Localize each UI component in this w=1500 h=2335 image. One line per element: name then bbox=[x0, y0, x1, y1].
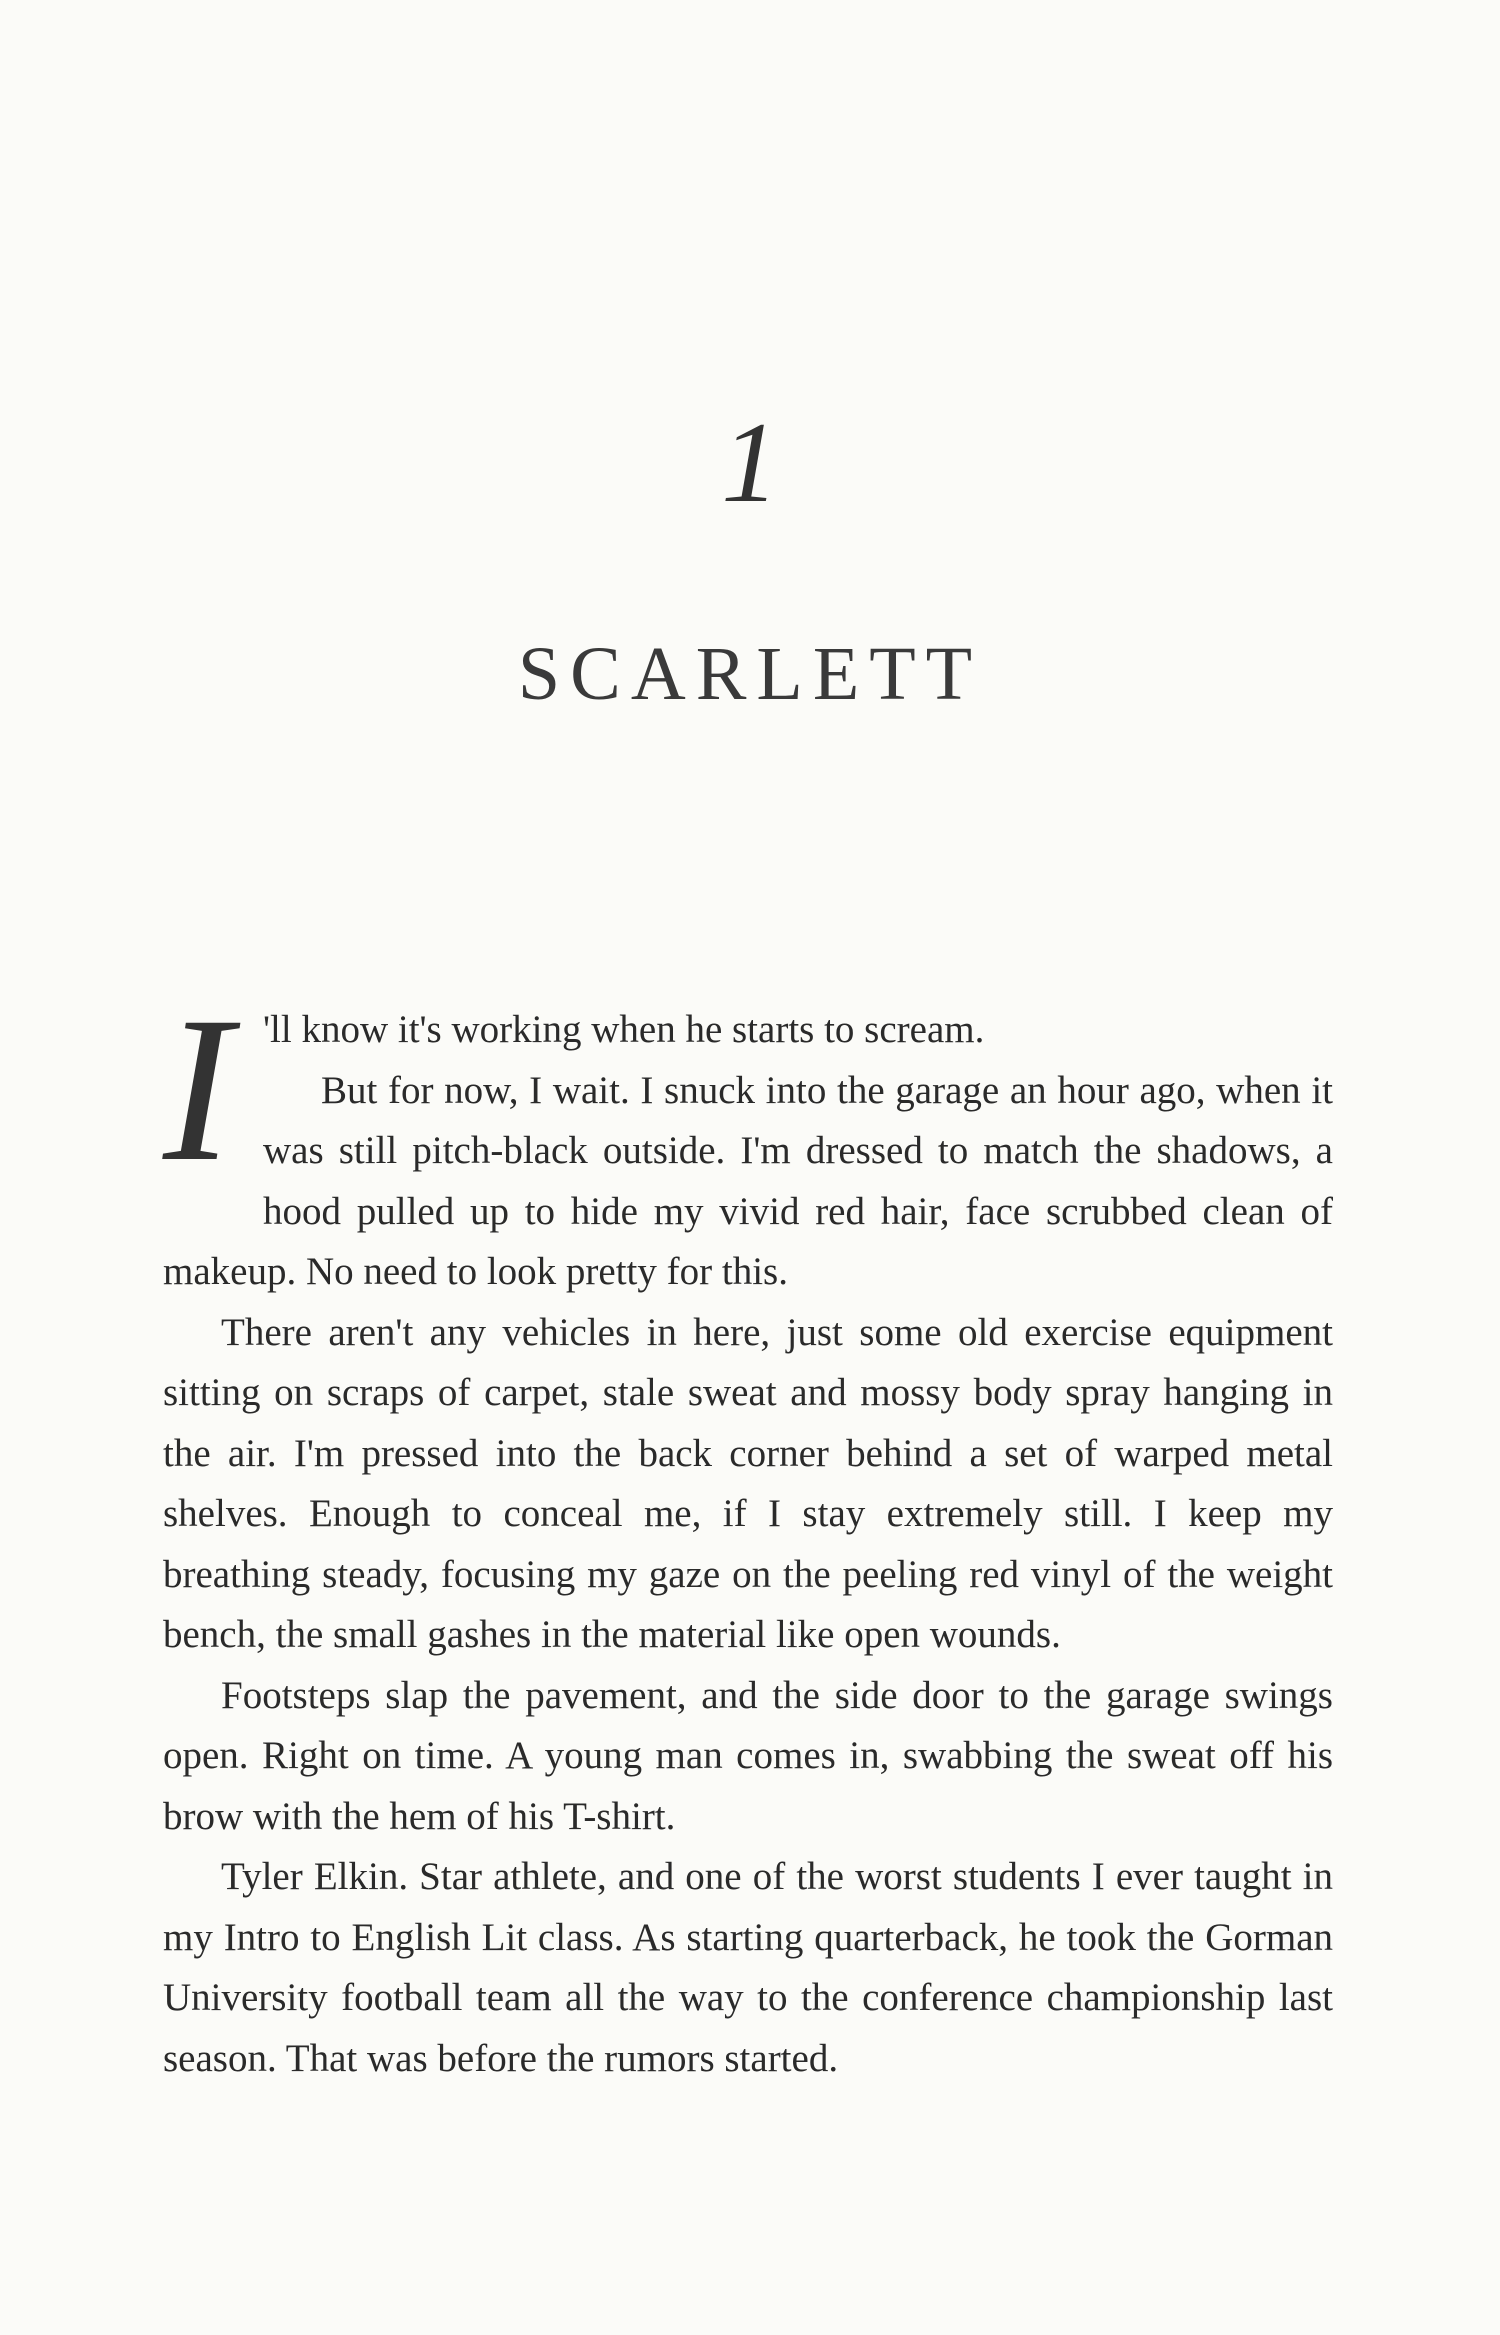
paragraph-5: Tyler Elkin. Star athlete, and one of the worst students I ever taught in my Intro to English Lit class. As starting quarterback, he took the Gorman University football team all the way to the conference championship last season. That was before the rumors started. bbox=[163, 1855, 1333, 2080]
chapter-title: SCARLETT bbox=[517, 632, 983, 716]
chapter-number: 1 bbox=[721, 399, 779, 526]
chapter-body bbox=[163, 974, 1333, 2089]
drop-cap: I bbox=[163, 974, 233, 1204]
paragraph-1-text: 'll know it's working when he starts to scream. bbox=[263, 1008, 985, 1051]
paragraph-3: There aren't any vehicles in here, just some old exercise equipment sitting on scraps of carpet, stale sweat and mossy body spray hanging in the air. I'm pressed into the back corner behind a set of warped metal shelves. Enough to conceal me, if I stay extremely still. I keep my breathing steady, focusing my gaze on the peeling red vinyl of the weight bench, the small gashes in the material like open wounds. bbox=[163, 1310, 1333, 1656]
paragraph-4: Footsteps slap the pavement, and the side door to the garage swings open. Right on time. A young man comes in, swabbing the sweat off his brow with the hem of his T-shirt. bbox=[163, 1673, 1333, 1838]
paragraph-2: But for now, I wait. I snuck into the garage an hour ago, when it was still pitch-black outside. I'm dressed to match the shadows, a hood pulled up to hide my vivid red hair, face scrubbed clean of makeup. No need to look pretty for this. bbox=[163, 1068, 1333, 1293]
